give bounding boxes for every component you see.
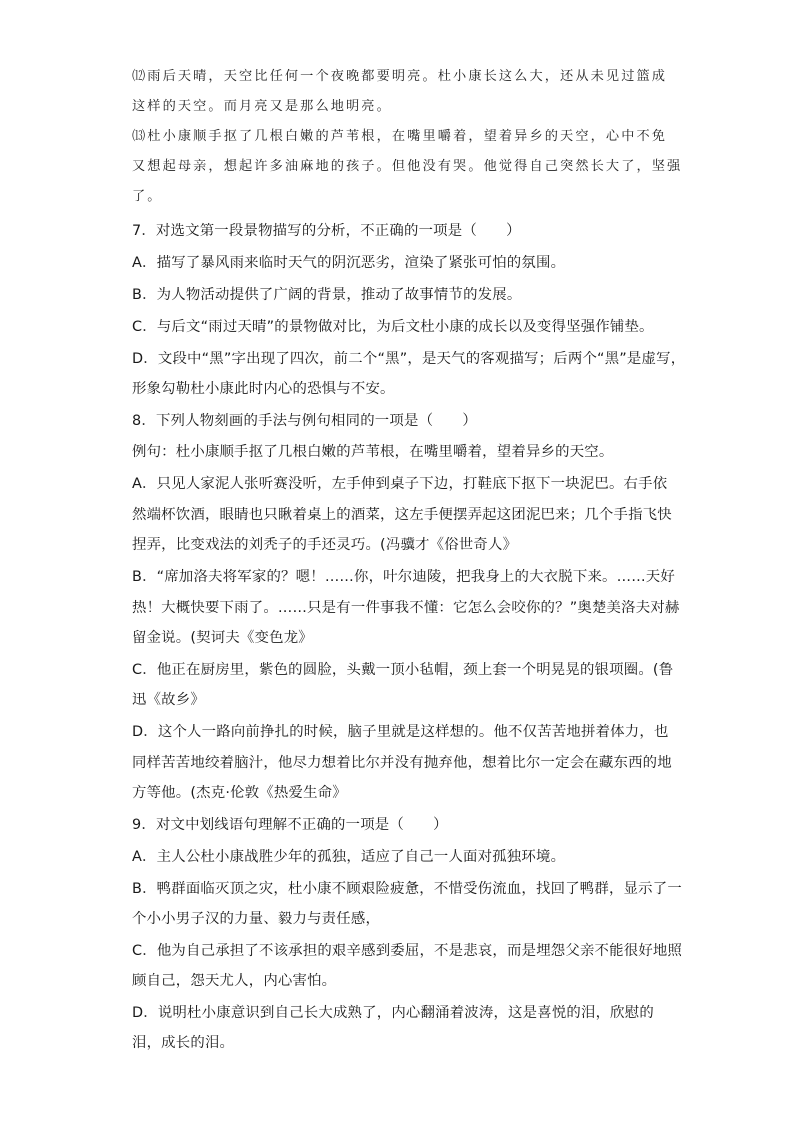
passage-paragraph-13-line-1: ⒀杜小康顺手抠了几根白嫩的芦苇根，在嘴里嚼着，望着异乡的天空，心中不免 [132, 129, 668, 144]
question-7-option-c: C．与后文“雨过天晴”的景物做对比，为后文杜小康的成长以及变得坚强作铺垫。 [132, 319, 654, 335]
question-9-option-c-line-2: 顾自己，怨天尤人，内心害怕。 [132, 973, 337, 989]
question-9-option-d-line-1: D．说明杜小康意识到自己长大成熟了，内心翻涌着波涛，这是喜悦的泪，欣慰的 [132, 1005, 654, 1021]
question-8-option-d-line-2: 同样苦苦地绞着脑汁，他尽力想着比尔并没有抛弃他，想着比尔一定会在藏东西的地 [132, 755, 672, 771]
question-8-option-b-line-1: B．“席加洛夫将军家的？嗯！……你，叶尔迪陵，把我身上的大衣脱下来。……天好 [132, 569, 675, 585]
question-7-option-b: B．为人物活动提供了广阔的背景，推动了故事情节的发展。 [132, 287, 522, 303]
question-7-option-d-line-1: D．文段中“黑”字出现了四次，前二个“黑”，是天气的客观描写；后两个“黑”是虚写， [132, 351, 686, 367]
question-9-option-c-line-1: C．他为自己承担了不该承担的艰辛感到委屈，不是悲哀，而是埋怨父亲不能很好地照 [132, 943, 683, 959]
question-9-option-d-line-2: 泪，成长的泪。 [132, 1035, 235, 1051]
question-8-option-b-line-3: 留金说。(契诃夫《变色龙》 [132, 630, 313, 646]
question-8-option-d-line-3: 方等他。(杰克·伦敦《热爱生命》 [132, 785, 347, 801]
question-8-stem: 8．下列人物刻画的手法与例句相同的一项是（ ） [132, 413, 477, 429]
question-8-option-a-line-1: A．只见人家泥人张听赛没听，左手伸到桌子下边，打鞋底下抠下一块泥巴。右手依 [132, 476, 668, 492]
passage-paragraph-13-line-3: 了。 [132, 189, 163, 204]
question-7-option-d-line-2: 形象勾勒杜小康此时内心的恐惧与不安。 [132, 381, 395, 397]
passage-paragraph-12-line-1: ⑿雨后天晴，天空比任何一个夜晚都要明亮。杜小康长这么大，还从未见过篮成 [132, 69, 668, 84]
question-7-stem: 7．对选文第一段景物描写的分析，不正确的一项是（ ） [132, 223, 521, 239]
question-9-stem: 9．对文中划线语句理解不正确的一项是（ ） [132, 817, 448, 833]
question-8-example: 例句：杜小康顺手抠了几根白嫩的芦苇根，在嘴里嚼着，望着异乡的天空。 [132, 444, 614, 460]
question-8-option-a-line-3: 捏弄，比变戏法的刘秃子的手还灵巧。(冯骥才《俗世奇人》 [132, 537, 518, 553]
question-7-option-a: A．描写了暴风雨来临时天气的阴沉恶劣，渲染了紧张可怕的氛围。 [132, 255, 566, 271]
question-9-option-b-line-1: B．鸭群面临灭顶之灾，杜小康不顾艰险疲惫，不惜受伤流血，找回了鸭群，显示了一 [132, 881, 682, 897]
passage-paragraph-12-line-2: 这样的天空。而月亮又是那么地明亮。 [132, 99, 392, 114]
question-8-option-b-line-2: 热！大概快要下雨了。……只是有一件事我不懂：它怎么会咬你的？”奥楚美洛夫对赫 [132, 600, 680, 616]
question-8-option-c-line-1: C．他正在厨房里，紫色的圆脸，头戴一顶小毡帽，颈上套一个明晃晃的银项圈。(鲁 [132, 662, 674, 678]
question-9-option-b-line-2: 个小小男子汉的力量、毅力与责任感， [132, 911, 381, 927]
question-8-option-a-line-2: 然端杯饮酒，眼睛也只瞅着桌上的酒菜，这左手便摆弄起这团泥巴来；几个手指飞快 [132, 507, 672, 523]
question-8-option-d-line-1: D．这个人一路向前挣扎的时候，脑子里就是这样想的。他不仅苦苦地拼着体力，也 [132, 724, 669, 740]
question-9-option-a: A．主人公杜小康战胜少年的孤独，适应了自己一人面对孤独环境。 [132, 849, 566, 865]
question-8-option-c-line-2: 迅《故乡》 [132, 692, 205, 708]
passage-paragraph-13-line-2: 又想起母亲，想起许多油麻地的孩子。但他没有哭。他觉得自己突然长大了，坚强 [132, 159, 683, 174]
